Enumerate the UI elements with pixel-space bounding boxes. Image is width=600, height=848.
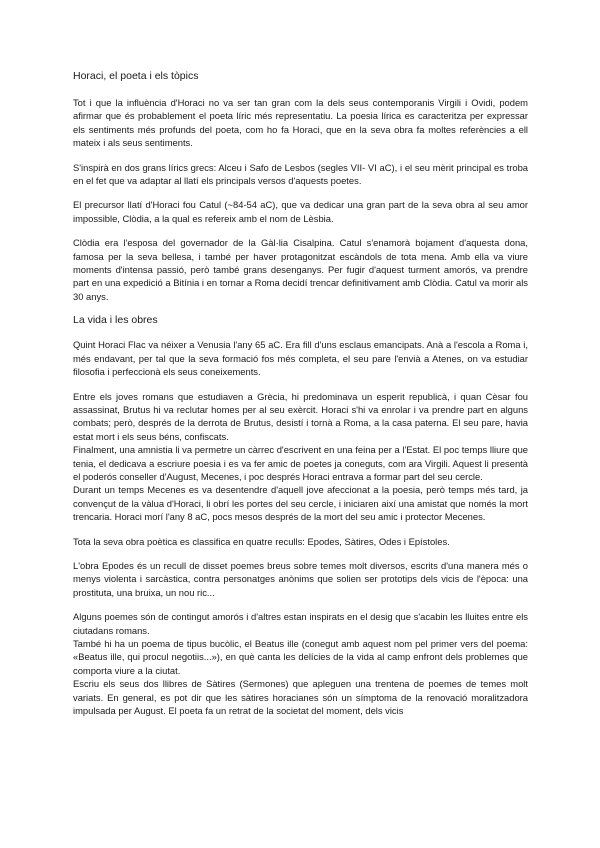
section-paragraph: Quint Horaci Flac va néixer a Venusia l'any 65 aC. Era fill d'uns esclaus emancipats. Anà a l'escola a Roma i, més endavant, per tal que la seva formació fos més completa, el seu pare l'envià a Atenes, on va estudiar filosofia i perfeccionà els seus coneixements. [73,339,528,378]
intro-paragraph: Clòdia era l'esposa del governador de la Gàl·lia Cisalpina. Catul s'enamorà bojament d'aquesta dona, famosa per la seva bellesa, i també per haver protagonitzat escàndols de tota mena. Amb ella va viure moments d'intensa passió, però també grans desenganys. Per fugir d'aquest turment amorós, va prendre part en una expedició a Bitínia i en tornar a Roma decidí trencar definitivament amb Clòdia. Catul va morir als 30 anys. [73,237,528,302]
section-heading: La vida i les obres [73,314,158,327]
section-paragraph: Alguns poemes són de contingut amorós i d'altres estan inspirats en el desig que s'acabin les lluites entre els ciutadans romans. [73,611,528,636]
section-paragraph: Tota la seva obra poètica es classifica en quatre reculls: Epodes, Sàtires, Odes i Epístoles. [73,535,450,547]
intro-paragraph: El precursor llatí d'Horaci fou Catul (~84-54 aC), que va dedicar una gran part de la seva obra al seu amor impossible, Clòdia, a la qual es refereix amb el nom de Lèsbia. [73,199,528,224]
section-paragraph: Durant un temps Mecenes es va desentendre d'aquell jove afeccionat a la poesia, però temps més tard, ja convençut de la vàlua d'Horaci, li obrí les portes del seu cercle, i iniciaren així una amistat que només la mort trencaria. Horaci morí l'any 8 aC, pocs mesos després de la mort del seu amic i protector Mecenes. [73,484,528,523]
document-page [73,70,528,717]
section-paragraph: També hi ha un poema de tipus bucòlic, el Beatus ille (conegut amb aquest nom pel primer vers del poema: «Beatus ille, qui procul negotiis...»), en què canta les delícies de la vida al camp enfront dels problemes que comporta viure a la ciutat. [73,638,528,676]
intro-paragraph: Tot i que la influència d'Horaci no va ser tan gran com la dels seus contemporanis Virgili i Ovidi, podem afirmar que és probablement el poeta líric més representatiu. La poesia lírica es caracteritza per expressar els sentiments més profunds del poeta, com ho fa Horaci, que en la seva obra fa moltes referències a ell mateix i als seus sentiments. [73,97,528,149]
document-title: Horaci, el poeta i els tòpics [73,70,199,82]
intro-paragraph: S'inspirà en dos grans lírics grecs: Alceu i Safo de Lesbos (segles VII- VI aC), i el seu mèrit principal es troba en el fet que va adaptar al llatí els principals versos d'aquests poetes. [73,161,528,187]
section-paragraph: Entre els joves romans que estudiaven a Grècia, hi predominava un esperit republicà, i quan Cèsar fou assassinat, Brutus hi va reclutar homes per al seu exèrcit. Horaci s'hi va enrolar i va prendre part en alguns combats; però, després de la derrota de Brutus, desistí i tornà a Roma, a la casa paterna. El seu pare, havia estat mort i els seus béns, confiscats. [73,390,528,442]
section-paragraph: Finalment, una amnistia li va permetre un càrrec d'escrivent en una feina per a l'Estat. El poc temps lliure que tenia, el dedicava a escriure poesia i es va fer amic de poetes ja coneguts, com ara Virgili. Aquest li presentà el poderós conseller d'August, Mecenes, i poc després Horaci entrava a formar part del seu cercle. [73,444,528,482]
section-paragraph: L'obra Epodes és un recull de disset poemes breus sobre temes molt diversos, escrits d'una manera més o menys violenta i sarcàstica, contra personatges anònims que solien ser prototips dels vicis de l'època: una prostituta, una bruixa, un nou ric... [73,559,528,598]
section-paragraph: Escriu els seus dos llibres de Sàtires (Sermones) que apleguen una trentena de poemes de temes molt variats. En general, es pot dir que les sàtires horacianes són un símptoma de la renovació moralitzadora impulsada per August. El poeta fa un retrat de la societat del moment, dels vicis [73,678,528,717]
